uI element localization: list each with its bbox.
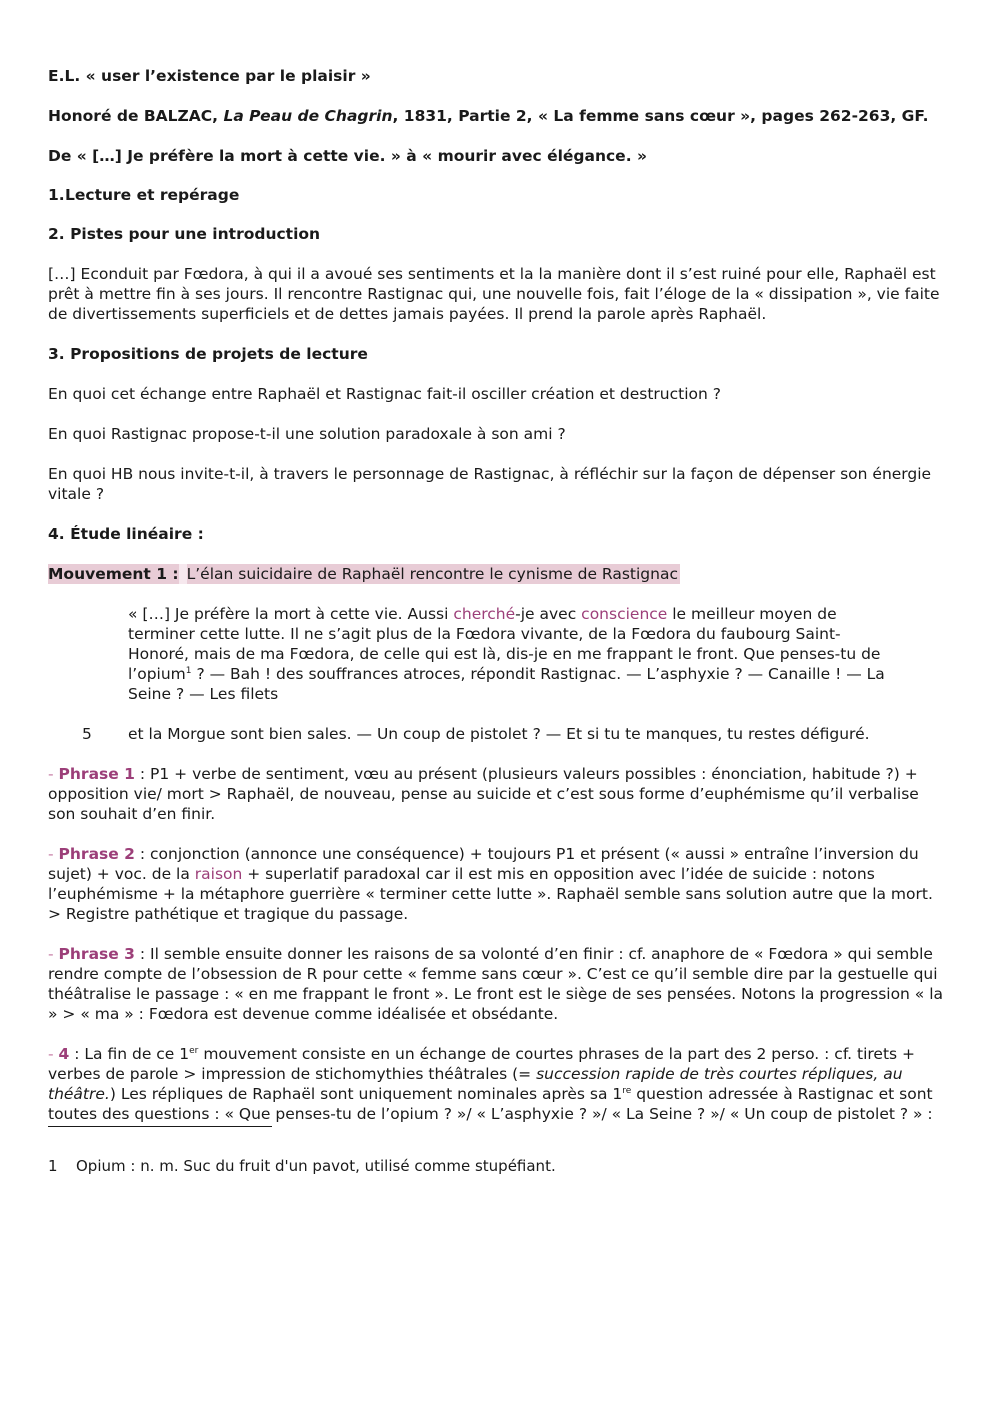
phrase-1-label: Phrase 1 xyxy=(58,765,135,783)
phrase-2-label: Phrase 2 xyxy=(58,845,135,863)
doc-title: E.L. « user l’existence par le plaisir » xyxy=(48,67,371,85)
reading-question-2: En quoi Rastignac propose-t-il une solution paradoxale à son ami ? xyxy=(48,425,566,443)
phrase-3-label: Phrase 3 xyxy=(58,945,135,963)
movement-1-highlight xyxy=(48,564,680,584)
section-3-heading: 3. Propositions de projets de lecture xyxy=(48,345,368,363)
ref-details: , 1831, Partie 2, « La femme sans cœur », pages 262-263, GF. xyxy=(392,107,929,125)
intro-paragraph: […] Econduit par Fœdora, à qui il a avoué ses sentiments et la la manière dont il s’est ruiné pour elle, Raphaël est prêt à mettre fin à ses jours. Il rencontre Rastignac qui, une nouvelle fois, fait l’éloge de la « dissipation », vie faite de divertissements superficiels et de dettes jamais payées. Il prend la parole après Raphaël. xyxy=(48,265,940,323)
quote-text: ? — Bah ! des souffrances atroces, répondit Rastignac. — L’asphyxie ? — Canaille ! — La Seine ? — Les filets xyxy=(128,665,885,703)
footnote-ref[interactable]: 1 xyxy=(185,665,192,676)
superscript-re: re xyxy=(622,1085,632,1096)
analysis-phrase-2 xyxy=(48,844,948,924)
phrase-4-text: question adressée à Rastignac et sont toutes des questions : « Que penses-tu de l’opium ? »/ « L’asphyxie ? »/ « La Seine ? »/ « Un coup de pistolet ? » : xyxy=(48,1085,933,1123)
quote-text: « […] Je préfère la mort à cette vie. Aussi xyxy=(128,605,454,623)
movement-1-label: Mouvement 1 : xyxy=(48,565,179,583)
phrase-4-label: 4 xyxy=(58,1045,70,1063)
quote-text: le meilleur moyen de terminer cette lutte. Il ne s’agit plus de la Fœdora vivante, de la Fœdora du faubourg Saint-Honoré, mais de ma Fœdora, de celle qui est là, dis-je en me frappant le front. Que penses-tu de l’opium xyxy=(128,605,881,683)
quoted-extract xyxy=(128,604,888,704)
reading-question-1: En quoi cet échange entre Raphaël et Rastignac fait-il osciller création et destruction ? xyxy=(48,385,721,403)
superscript-er: er xyxy=(189,1045,199,1056)
highlight-gap xyxy=(179,564,187,584)
phrase-4-definition: succession rapide de très courtes répliques, au théâtre. xyxy=(48,1065,903,1103)
quote-line-5 xyxy=(82,724,948,744)
document-page xyxy=(48,66,948,1175)
phrase-4-text: mouvement consiste en un échange de courtes phrases de la part des 2 perso. : cf. tirets + verbes de parole > impression de stichomythies théâtrales (= xyxy=(48,1045,916,1083)
phrase-4-text: : La fin de ce 1 xyxy=(69,1045,190,1063)
bullet-dash: - xyxy=(48,845,59,863)
line-number: 5 xyxy=(82,725,92,743)
footnote xyxy=(48,1157,948,1175)
reference-line xyxy=(48,106,948,126)
bullet-dash: - xyxy=(48,945,59,963)
phrase-2-text: + superlatif paradoxal car il est mis en opposition avec l’idée de suicide : notons l’euphémisme + la métaphore guerrière « terminer cette lutte ». Raphaël semble sans solution autre que la mort. > Registre pathétique et tragique du passage. xyxy=(48,865,933,923)
reading-question-3: En quoi HB nous invite-t-il, à travers le personnage de Rastignac, à réfléchir sur la façon de dépenser son énergie vitale ? xyxy=(48,465,932,503)
phrase-3-text: : Il semble ensuite donner les raisons de sa volonté d’en finir : cf. anaphore de « Fœdora » qui semble rendre compte de l’obsession de R pour cette « femme sans cœur ». C’est ce qu’il semble dire par la gestuelle qui théâtralise le passage : « en me frappant le front ». Le front est le siège de ses pensées. Notons la progression « la » > « ma » : Fœdora est devenue comme idéalisée et obsédante. xyxy=(48,945,944,1023)
quote-line-5-text: et la Morgue sont bien sales. — Un coup de pistolet ? — Et si tu te manques, tu restes défiguré. xyxy=(128,725,870,743)
footnote-separator xyxy=(48,1126,272,1127)
phrase-2-text: : conjonction (annonce une conséquence) + toujours P1 et présent (« aussi » entraîne l’inversion du sujet) + voc. de la xyxy=(48,845,919,883)
phrase-4-text: ) Les répliques de Raphaël sont uniquement nominales après sa 1 xyxy=(109,1085,623,1103)
quote-text: -je avec xyxy=(515,605,582,623)
section-1-title: Lecture et repérage xyxy=(65,186,240,204)
highlight-word-cherche: cherché xyxy=(453,605,516,623)
bullet-dash: - xyxy=(48,765,59,783)
highlight-word-conscience: conscience xyxy=(581,605,668,623)
section-1-heading xyxy=(48,186,948,204)
footnote-number: 1 xyxy=(48,1157,58,1175)
analysis-phrase-3 xyxy=(48,944,948,1024)
highlight-word-raison: raison xyxy=(194,865,243,883)
movement-1-heading xyxy=(48,564,948,584)
analysis-phrase-1 xyxy=(48,764,948,824)
section-2-heading: 2. Pistes pour une introduction xyxy=(48,225,321,243)
movement-1-title: L’élan suicidaire de Raphaël rencontre le cynisme de Rastignac xyxy=(186,565,678,583)
analysis-phrase-4 xyxy=(48,1044,948,1124)
footnote-text: Opium : n. m. Suc du fruit d'un pavot, utilisé comme stupéfiant. xyxy=(76,1157,556,1175)
bullet-dash: - xyxy=(48,1045,59,1063)
section-4-heading: 4. Étude linéaire : xyxy=(48,525,204,543)
extract-bounds: De « […] Je préfère la mort à cette vie. » à « mourir avec élégance. » xyxy=(48,147,647,165)
ref-author: Honoré de BALZAC, xyxy=(48,107,224,125)
phrase-1-text: : P1 + verbe de sentiment, vœu au présent (plusieurs valeurs possibles : énonciation, habitude ?) + opposition vie/ mort > Raphaël, de nouveau, pense au suicide et c’est sous forme d’euphémisme qu’il verbalise son souhait d’en finir. xyxy=(48,765,919,823)
ref-book-title: La Peau de Chagrin xyxy=(223,107,393,125)
section-1-number: 1. xyxy=(48,186,65,204)
